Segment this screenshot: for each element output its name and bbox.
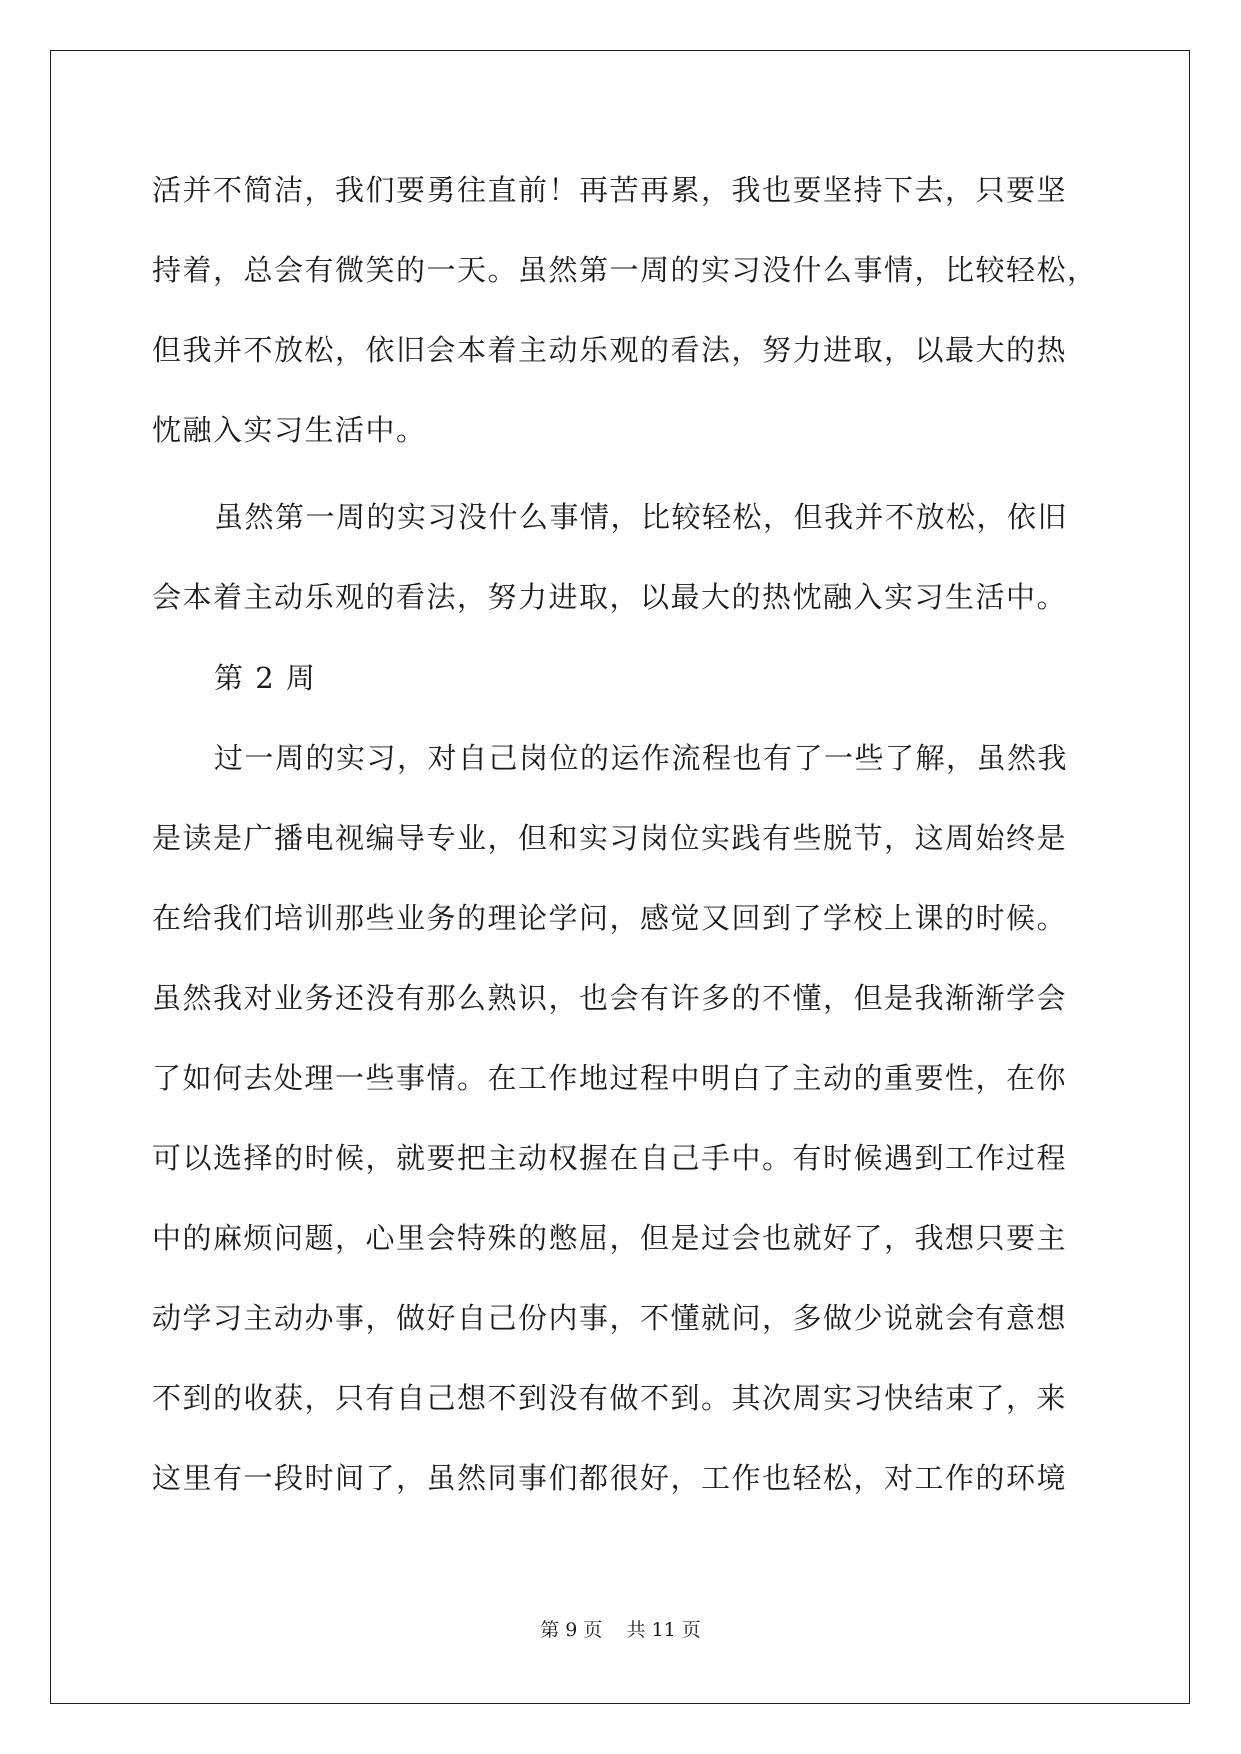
text-line: 是读是广播电视编导专业，但和实习岗位实践有些脱节，这周始终是 xyxy=(152,821,1068,855)
text-line: 了如何去处理一些事情。在工作地过程中明白了主动的重要性，在你 xyxy=(152,1061,1068,1095)
text-line: 虽然第一周的实习没什么事情，比较轻松，但我并不放松，依旧 xyxy=(214,500,1069,534)
page-number: 第 9 页 共 11 页 xyxy=(540,1619,701,1641)
text-line: 但我并不放松，依旧会本着主动乐观的看法，努力进取，以最大的热 xyxy=(152,333,1068,367)
text-line: 可以选择的时候，就要把主动权握在自己手中。有时候遇到工作过程 xyxy=(152,1141,1068,1175)
text-line: 动学习主动办事，做好自己份内事，不懂就问，多做少说就会有意想 xyxy=(152,1301,1068,1335)
section-heading: 第 2 周 xyxy=(214,661,317,695)
text-line: 不到的收获，只有自己想不到没有做不到。其次周实习快结束了，来 xyxy=(152,1381,1068,1415)
text-line: 忱融入实习生活中。 xyxy=(152,413,427,447)
text-line: 过一周的实习，对自己岗位的运作流程也有了一些了解，虽然我 xyxy=(214,741,1069,775)
text-line: 这里有一段时间了，虽然同事们都很好，工作也轻松，对工作的环境 xyxy=(152,1461,1068,1495)
text-line: 会本着主动乐观的看法，努力进取，以最大的热忱融入实习生活中。 xyxy=(152,580,1068,614)
text-line: 虽然我对业务还没有那么熟识，也会有许多的不懂，但是我渐渐学会 xyxy=(152,981,1068,1015)
text-line: 在给我们培训那些业务的理论学问，感觉又回到了学校上课的时候。 xyxy=(152,901,1068,935)
page-border xyxy=(50,50,1190,1704)
text-line: 中的麻烦问题，心里会特殊的憋屈，但是过会也就好了，我想只要主 xyxy=(152,1221,1068,1255)
text-line: 持着，总会有微笑的一天。虽然第一周的实习没什么事情，比较轻松， xyxy=(152,253,1098,287)
text-line: 活并不简洁，我们要勇往直前！再苦再累，我也要坚持下去，只要坚 xyxy=(152,173,1068,207)
